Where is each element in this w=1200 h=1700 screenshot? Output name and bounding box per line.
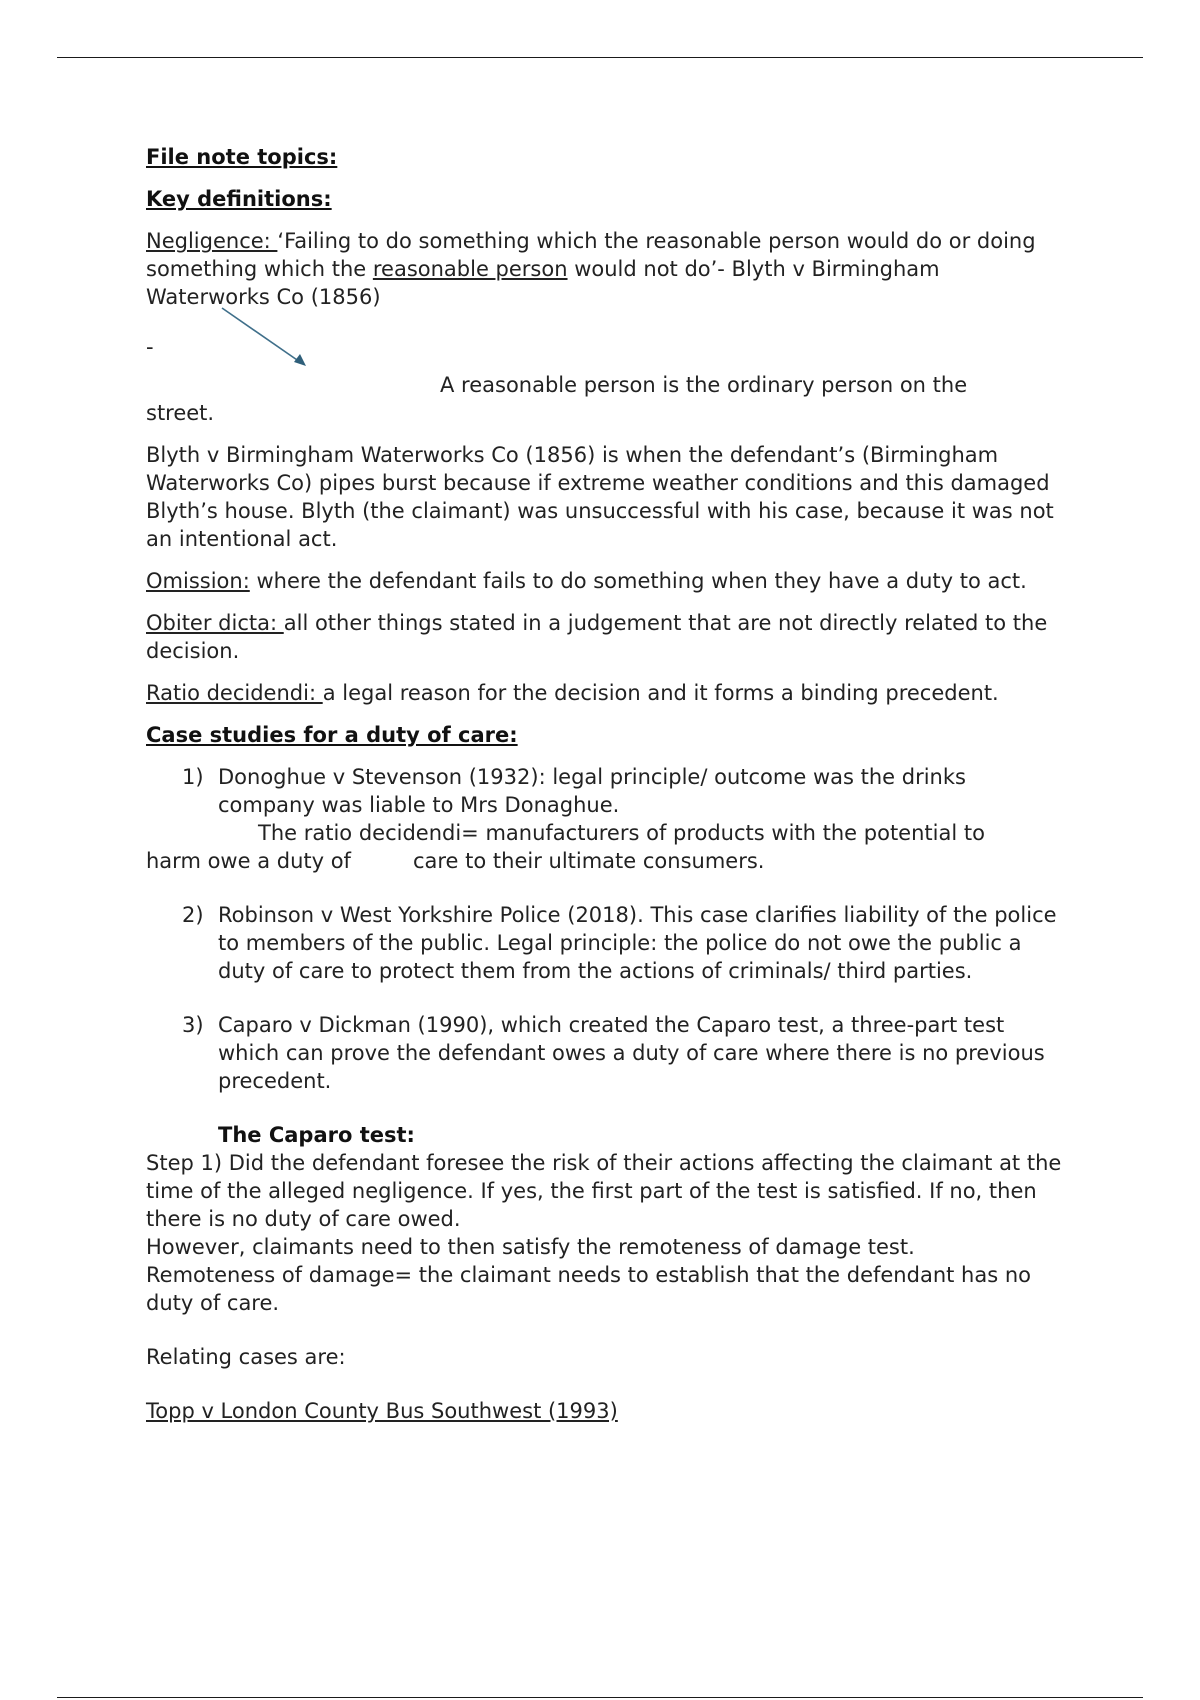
blyth-paragraph: Blyth v Birmingham Waterworks Co (1856) is when the defendant’s (Birmingham Waterworks Co) pipes burst because if extreme weather conditions and this damaged Blyth’s house. Blyth (the claimant) was unsuccessful with his case, because it was not an intentional act.: [146, 443, 1054, 551]
negligence-text-a: ‘Failing to do something which the reasonable person would do or doing something which the: [146, 229, 1036, 281]
negligence-definition: [146, 227, 1066, 311]
reasonable-person-term: reasonable person: [372, 257, 568, 281]
negligence-term: Negligence:: [146, 229, 278, 253]
header-rule: [57, 57, 1143, 58]
relating-cases-label: Relating cases are:: [146, 1345, 346, 1369]
document-body: [146, 143, 1066, 1425]
omission-definition: [146, 567, 1066, 595]
ratio-decidendi-line: The ratio decidendi= manufacturers of products with the potential to: [258, 821, 985, 845]
ratio-decidendi-text-b: harm owe a duty of: [146, 849, 351, 873]
omission-term: Omission:: [146, 569, 250, 593]
case-item-2: [146, 901, 1066, 985]
remoteness-of-damage: Remoteness of damage= the claimant needs to establish that the defendant has no duty of care.: [146, 1263, 1031, 1315]
case-number: 1): [182, 765, 204, 789]
case-text: Robinson v West Yorkshire Police (2018). This case clarifies liability of the police to members of the public. Legal principle: the police do not owe the public a duty of care to protect them from the actions of criminals/ third parties.: [218, 903, 1057, 983]
case-studies-heading: Case studies for a duty of care:: [146, 723, 518, 747]
case-item-3: [146, 1011, 1066, 1095]
ratio-text: a legal reason for the decision and it forms a binding precedent.: [322, 681, 999, 705]
case-item-1: [146, 763, 1066, 819]
case-number: 3): [182, 1013, 204, 1037]
ratio-term: Ratio decidendi:: [146, 681, 323, 705]
case-text: Caparo v Dickman (1990), which created the Caparo test, a three-part test which can prove the defendant owes a duty of care where there is no previous precedent.: [218, 1013, 1045, 1093]
caparo-however: However, claimants need to then satisfy the remoteness of damage test.: [146, 1235, 915, 1259]
footer-rule: [57, 1697, 1143, 1698]
reasonable-person-line: A reasonable person is the ordinary person on the: [440, 373, 968, 397]
ratio-decidendi-line-cont: [146, 847, 1066, 875]
ratio-definition: [146, 679, 1066, 707]
obiter-definition: [146, 609, 1066, 665]
negligence-text-b: would not do’- Blyth v Birmingham Waterworks Co (1856): [146, 257, 940, 309]
ratio-decidendi-text-c: care to their ultimate consumers.: [412, 849, 765, 873]
reasonable-person-line-cont: street.: [146, 401, 215, 425]
case-number: 2): [182, 903, 204, 927]
dash-bullet: -: [146, 335, 154, 359]
key-definitions-heading: Key definitions:: [146, 187, 332, 211]
obiter-text: all other things stated in a judgement that are not directly related to the decision.: [146, 611, 1048, 663]
page-title: File note topics:: [146, 145, 338, 169]
obiter-term: Obiter dicta:: [146, 611, 284, 635]
topp-case: Topp v London County Bus Southwest (1993): [146, 1399, 618, 1423]
omission-text: where the defendant fails to do something when they have a duty to act.: [249, 569, 1027, 593]
case-text: Donoghue v Stevenson (1932): legal principle/ outcome was the drinks company was liable to Mrs Donaghue.: [218, 765, 966, 817]
caparo-test-heading: The Caparo test:: [218, 1123, 415, 1147]
caparo-step-1: Step 1) Did the defendant foresee the risk of their actions affecting the claimant at the time of the alleged negligence. If yes, the first part of the test is satisfied. If no, then there is no duty of care owed.: [146, 1151, 1062, 1231]
